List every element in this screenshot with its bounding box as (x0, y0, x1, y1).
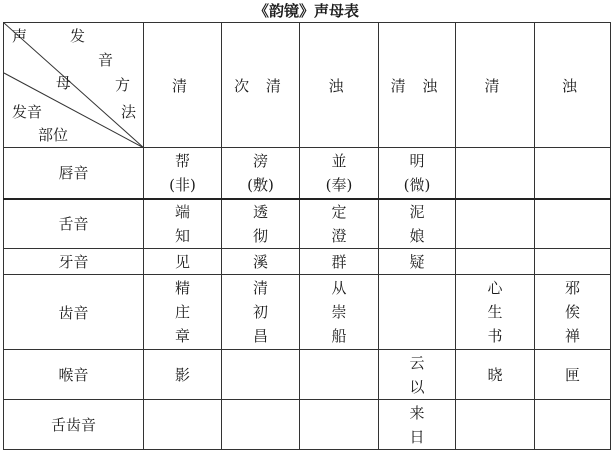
place-cell: 唇音 (4, 148, 144, 199)
method-header (144, 23, 222, 148)
method-label: 浊 (561, 76, 583, 95)
table-row (4, 400, 611, 450)
initial-char: (奉) (325, 175, 353, 194)
initial-cell (222, 350, 300, 400)
initial-char: 日 (409, 427, 425, 446)
initial-char: 崇 (331, 303, 347, 321)
initials-table (3, 22, 611, 450)
initial-char: 清 (252, 279, 268, 297)
table-row (4, 350, 611, 400)
table-title: 《韵镜》声母表 (253, 2, 359, 20)
corner-label-fayin: 发音 (12, 103, 43, 121)
initial-cell (144, 148, 222, 199)
initial-char: (微) (403, 175, 431, 194)
table-row (4, 199, 611, 249)
initial-char: 匣 (564, 365, 580, 384)
place-cell: 舌音 (4, 199, 144, 249)
initial-char: 知 (174, 226, 190, 245)
header-row (4, 23, 611, 148)
place-cell: 舌齿音 (4, 400, 144, 450)
initial-cell (456, 249, 535, 275)
corner-label-mu: 母 (56, 74, 72, 92)
initial-cell (535, 199, 611, 249)
initial-char: 云 (409, 353, 425, 372)
initial-cell (300, 199, 379, 249)
initial-cell (222, 275, 300, 350)
method-label: 清 (484, 76, 506, 95)
initial-cell (144, 199, 222, 249)
initial-cell (300, 249, 379, 275)
initial-cell (222, 400, 300, 450)
initial-cell (535, 400, 611, 450)
initial-char: 彻 (252, 226, 268, 245)
initial-cell (144, 249, 222, 275)
initial-char: 俟 (564, 303, 580, 321)
initial-char: 帮 (174, 151, 190, 170)
initial-cell (379, 249, 456, 275)
initial-cell (456, 148, 535, 199)
initial-char: 定 (331, 202, 347, 221)
place-cell: 齿音 (4, 275, 144, 350)
initial-char: 以 (409, 377, 425, 396)
initial-char: 来 (409, 403, 425, 422)
initial-cell (535, 350, 611, 400)
corner-label-fa2: 法 (121, 103, 137, 121)
initial-char: (敷) (247, 175, 274, 194)
corner-label-sheng: 声 (12, 27, 28, 45)
table-row (4, 148, 611, 199)
initial-cell (300, 148, 379, 199)
initial-cell (300, 400, 379, 450)
method-label: 次 清 (234, 76, 287, 95)
initial-cell (379, 148, 456, 199)
corner-label-fa: 发 (70, 27, 86, 45)
corner-header-cell (4, 23, 144, 148)
initial-cell (300, 275, 379, 350)
initial-char: 见 (174, 252, 190, 271)
initial-char: 章 (174, 327, 190, 345)
initial-char: 禅 (564, 327, 580, 345)
initial-char: 生 (487, 303, 503, 321)
initial-cell (535, 275, 611, 350)
initial-cell (144, 350, 222, 400)
initial-char: 娘 (409, 226, 425, 245)
initial-char: 溪 (252, 252, 268, 271)
corner-label-fang: 方 (115, 76, 131, 94)
initial-char: 晓 (487, 365, 503, 384)
initial-cell (222, 199, 300, 249)
method-label: 浊 (328, 76, 350, 95)
initial-cell (379, 199, 456, 249)
initial-char: 邪 (564, 279, 580, 297)
table-row (4, 249, 611, 275)
initial-cell (456, 199, 535, 249)
initial-cell (535, 148, 611, 199)
initial-char: 书 (487, 327, 503, 345)
initial-char: 澄 (331, 226, 347, 245)
initial-cell (379, 350, 456, 400)
initial-char: 影 (174, 365, 190, 384)
initial-char: 端 (174, 202, 190, 221)
method-header (222, 23, 300, 148)
method-header (456, 23, 535, 148)
initial-cell (379, 400, 456, 450)
initial-cell (300, 350, 379, 400)
initial-char: 庄 (174, 303, 190, 321)
method-header (300, 23, 379, 148)
initial-char: 昌 (252, 327, 268, 345)
initial-cell (222, 249, 300, 275)
initial-char: 泥 (409, 202, 425, 221)
initial-char: 疑 (409, 252, 425, 271)
table-row (4, 275, 611, 350)
initial-char: 群 (331, 252, 347, 271)
initial-char: 透 (252, 202, 268, 221)
place-cell: 喉音 (4, 350, 144, 400)
initial-char: 从 (331, 279, 347, 297)
initial-cell (456, 350, 535, 400)
initial-cell (535, 249, 611, 275)
initial-cell (144, 275, 222, 350)
initial-char: 心 (487, 279, 503, 297)
method-header (379, 23, 456, 148)
initial-char: (非) (169, 175, 196, 194)
initial-char: 並 (331, 151, 347, 170)
initial-cell (144, 400, 222, 450)
initial-cell (456, 400, 535, 450)
initial-char: 滂 (252, 151, 268, 170)
corner-label-buwei: 部位 (38, 126, 69, 144)
initial-cell (456, 275, 535, 350)
initial-cell (379, 275, 456, 350)
place-cell: 牙音 (4, 249, 144, 275)
corner-label-yin: 音 (98, 51, 114, 69)
method-label: 清 浊 (390, 76, 444, 95)
method-header (535, 23, 611, 148)
initial-char: 精 (174, 279, 190, 297)
initial-char: 明 (409, 151, 425, 170)
initial-char: 船 (331, 327, 347, 345)
method-label: 清 (171, 76, 193, 95)
initial-char: 初 (252, 303, 268, 321)
initial-cell (222, 148, 300, 199)
